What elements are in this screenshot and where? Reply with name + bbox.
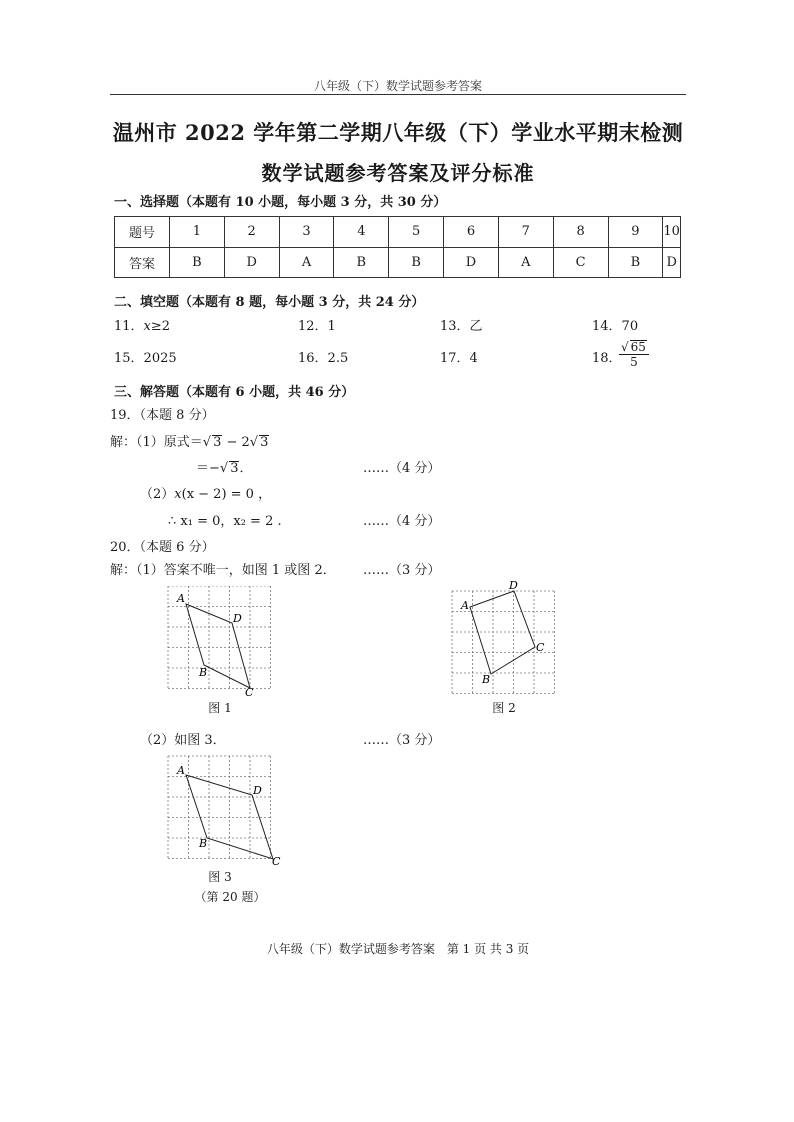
vertex-label-c: C [272,855,281,866]
q20-mark2: ……（3 分） [363,733,441,748]
vertex-label-d: D [233,612,242,625]
answer-cell: D [663,247,681,278]
answer-cell: C [553,247,608,278]
q19-part1-result: ＝−√ 3． [196,461,253,476]
fill-answer-14: 14．70 [592,319,639,334]
answer-cell: B [169,247,224,278]
page-subtitle: 数学试题参考答案及评分标准 [261,161,535,185]
row-label: 答案 [115,247,170,278]
answer-cell: D [224,247,279,278]
row-label: 题号 [115,217,170,248]
q19-part2-solution: ∴ x₁ = 0，x₂ = 2 . [168,514,282,529]
vertex-label-a: A [461,599,469,612]
fill-answer-18: 18． [592,351,622,366]
page-footer: 八年级（下）数学试题参考答案 第 1 页 共 3 页 [266,942,530,956]
table-row [115,247,681,278]
fill-answer-16: 16．2.5 [298,351,349,366]
figure-3-grid [163,754,287,866]
q19-part1: 解：（1）原式＝√ 3 − 2√ 3 [110,435,269,450]
vertex-label-c: C [536,641,545,654]
q20-title: 20．（本题 6 分） [110,540,215,555]
figure-1-grid [163,586,273,698]
fill-answer-11: 11．x≥2 [114,319,171,334]
page-title: 温州市 2022 学年第二学期八年级（下）学业水平期末检测 [112,120,684,145]
question-number: 10 [663,217,681,248]
answer-cell: B [608,247,663,278]
question-number: 8 [553,217,608,248]
section2-heading: 二、填空题（本题有 8 题，每小题 3 分，共 24 分） [114,295,425,310]
question-number: 5 [389,217,444,248]
q19-mark2: ……（4 分） [363,514,441,529]
answer-cell: B [334,247,389,278]
question-number: 4 [334,217,389,248]
question-number: 2 [224,217,279,248]
fill-answer-15: 15．2025 [114,351,177,366]
vertex-label-a: A [177,592,185,605]
figure-1-caption: 图 1 [208,701,232,715]
figure-2-grid [448,577,560,695]
vertex-label-d: D [509,579,518,592]
square-abcd [470,591,535,674]
running-head: 八年级（下）数学试题参考答案 [313,79,482,93]
section1-heading: 一、选择题（本题有 10 小题，每小题 3 分，共 30 分） [114,195,447,210]
q20-part2: （2）如图 3． [140,733,226,748]
fill-answer-17: 17．4 [440,351,478,366]
figure-3-caption: 图 3 [208,870,232,884]
vertex-label-b: B [199,666,208,679]
q19-part2: （2）x(x − 2) = 0 ， [140,487,272,502]
vertex-label-d: D [253,784,262,797]
question-number: 7 [498,217,553,248]
question-number: 1 [169,217,224,248]
vertex-label-b: B [199,837,208,850]
question-number: 6 [444,217,499,248]
figure-2-caption: 图 2 [492,701,516,715]
question-number: 3 [279,217,334,248]
vertex-label-a: A [177,764,185,777]
figure-note: （第 20 题） [194,890,266,904]
fill-answer-12: 12．1 [298,319,336,334]
q20-part1: 解：（1）答案不唯一，如图 1 或图 2． [110,563,336,578]
q19-mark1: ……（4 分） [363,461,441,476]
answer-cell: A [279,247,334,278]
table-row [115,217,681,248]
fill-answer-13: 13．乙 [440,319,483,334]
fraction-answer-18: $\frac{√ 65}{5}$ [619,340,649,369]
q20-mark1: ……（3 分） [363,563,441,578]
header-rule [110,94,686,95]
answer-cell: B [389,247,444,278]
section3-heading: 三、解答题（本题有 6 小题，共 46 分） [114,385,355,400]
answer-cell: A [498,247,553,278]
question-number: 9 [608,217,663,248]
answer-cell: D [444,247,499,278]
vertex-label-c: C [245,686,254,698]
vertex-label-b: B [482,673,491,686]
choice-answer-table [114,216,681,278]
q19-title: 19．（本题 8 分） [110,408,215,423]
